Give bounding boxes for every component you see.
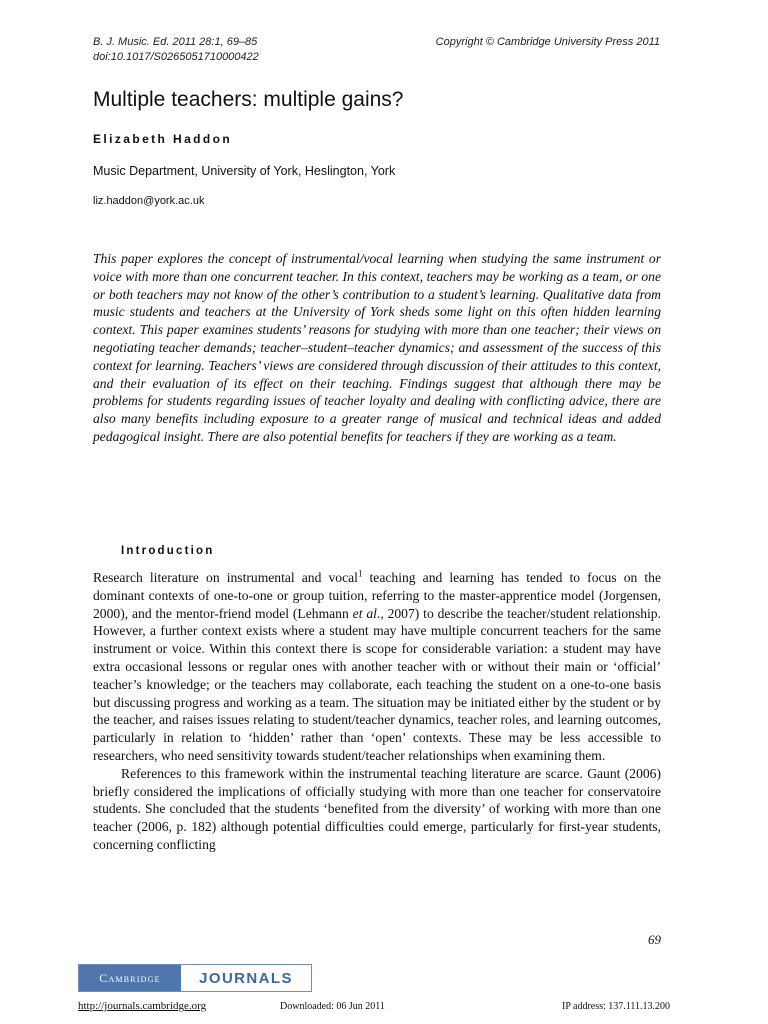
cambridge-journals-logo[interactable] xyxy=(78,964,312,992)
download-date: Downloaded: 06 Jun 2011 xyxy=(280,1001,385,1012)
paragraph-text: teaching and learning has tended to focus on the dominant contexts of one-to-one or group tuition, referring to the master-apprentice model (Jorgensen, 2000), and the mentor-friend model (Lehmann xyxy=(93,570,662,621)
author-email: liz.haddon@york.ac.uk xyxy=(93,195,205,207)
et-al: et al xyxy=(352,605,377,621)
abstract: This paper explores the concept of instrumental/vocal learning when studying the same instrument or voice with more than one concurrent teacher. In this context, teachers may be working as a team, or one or both teachers may not know of the other’s contribution to a student’s learning. Qualitative data from music students and teachers at the University of York sheds some light on this often hidden learning context. This paper examines students’ reasons for studying with more than one teacher; their views on negotiating teacher demands; teacher–student–teacher dynamics; and assessment of the success of this context for learning. Teachers’ views are considered through discussion of their attitudes to this context, and their evaluation of its effect on their teaching. Findings suggest that although there may be problems for students regarding issues of teacher loyalty and dealing with conflicting advice, there are also many benefits including exposure to a greater range of musical and technical ideas and added pedagogical insight. There are also potential benefits for teachers if they are working as a team. xyxy=(93,251,661,444)
paragraph: References to this framework within the instrumental teaching literature are scarce. Gaunt (2006) briefly considered the implications of officially studying with more than one teacher for conservatoire students. She concluded that the students ‘benefited from the diversity’ of working with more than one teacher (2006, p. 182) although potential difficulties could emerge, particularly for first-year students, concerning conflicting xyxy=(93,765,661,852)
cambridge-label: Cambridge xyxy=(79,965,181,991)
author-affiliation: Music Department, University of York, Heslington, York xyxy=(93,164,396,178)
ip-address: IP address: 137.111.13.200 xyxy=(562,1001,671,1012)
article-title: Multiple teachers: multiple gains? xyxy=(93,88,404,111)
introduction-body xyxy=(93,569,661,854)
page-number: 69 xyxy=(648,932,661,947)
journals-url-link[interactable]: http://journals.cambridge.org xyxy=(78,1000,207,1012)
section-heading-introduction: Introduction xyxy=(121,545,215,557)
copyright-notice: Copyright © Cambridge University Press 2011 xyxy=(435,36,660,48)
paragraph-text: Research literature on instrumental and vocal xyxy=(93,570,358,585)
paragraph xyxy=(93,569,661,765)
doi: doi:10.1017/S0265051710000422 xyxy=(93,51,259,63)
journal-citation: B. J. Music. Ed. 2011 28:1, 69–85 xyxy=(93,36,258,48)
author-name: Elizabeth Haddon xyxy=(93,132,233,146)
footnote-marker[interactable]: 1 xyxy=(357,568,363,579)
paragraph-text: ., 2007) to describe the teacher/student relationship. However, a further context exists where a student may have multiple concurrent teachers for the same instrument or voice. Within this context there is scope for considerable variation: a student may have extra occasional lessons or regular ones with another teacher with or without their main or ‘official’ teacher’s knowledge; or the teachers may collaborate, each teaching the student on a one-to-one basis but discussing progress and working as a team. The situation may be initiated either by the student or by the teacher, and raises issues relating to student/teacher dynamics, teacher roles, and learning outcomes, particularly in relation to ‘hidden’ rather than ‘open’ contexts. These may be less accessible to researchers, who need sensitivity towards student/teacher relationships when examining them. xyxy=(93,605,661,763)
journals-label: JOURNALS xyxy=(181,965,311,991)
